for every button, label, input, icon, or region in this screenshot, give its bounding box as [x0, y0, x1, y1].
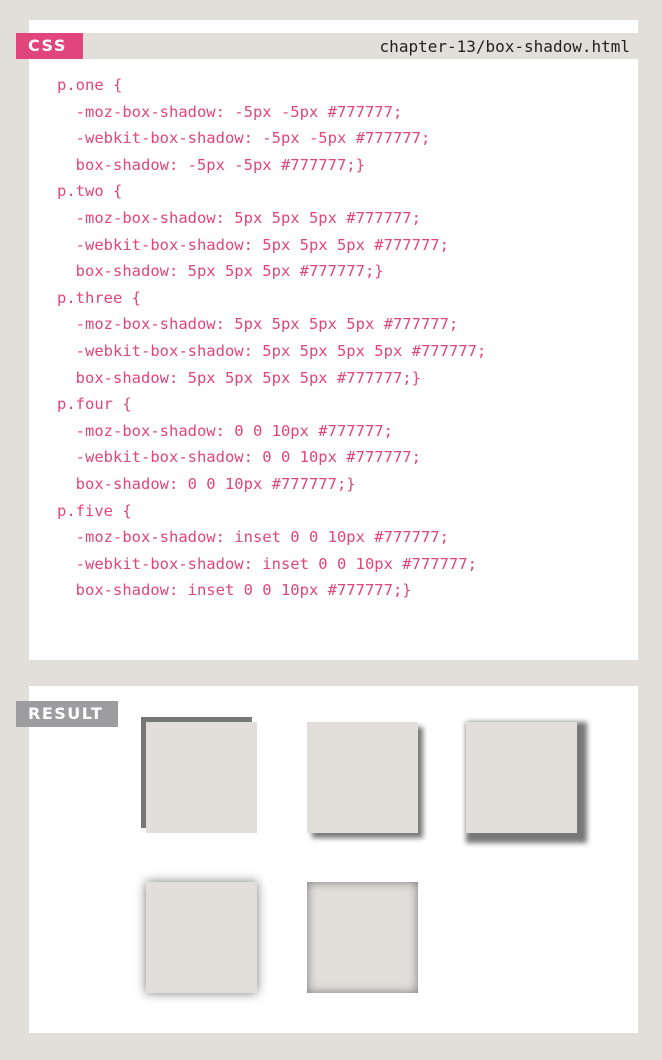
shadow-demo-two	[307, 722, 418, 833]
code-line: box-shadow: 5px 5px 5px 5px #777777;}	[57, 368, 421, 387]
shadow-demo-five	[307, 882, 418, 993]
code-line: p.three {	[57, 288, 141, 307]
code-line: -moz-box-shadow: -5px -5px #777777;	[57, 102, 403, 121]
code-line: box-shadow: -5px -5px #777777;}	[57, 155, 365, 174]
file-bar	[16, 33, 638, 59]
code-line: box-shadow: inset 0 0 10px #777777;}	[57, 581, 412, 600]
code-line: -moz-box-shadow: 5px 5px 5px #777777;	[57, 208, 421, 227]
result-tag: RESULT	[16, 701, 118, 727]
code-line: -webkit-box-shadow: 5px 5px 5px #777777;	[57, 235, 449, 254]
shadow-demo-one	[146, 722, 257, 833]
code-line: -webkit-box-shadow: 5px 5px 5px 5px #777777;	[57, 341, 487, 360]
code-listing	[57, 72, 486, 604]
file-name: chapter-13/box-shadow.html	[379, 37, 630, 56]
code-line: -webkit-box-shadow: 0 0 10px #777777;	[57, 448, 421, 467]
shadow-demo-three	[466, 722, 577, 833]
code-line: -webkit-box-shadow: inset 0 0 10px #777777;	[57, 554, 477, 573]
shadow-demo-four	[146, 882, 257, 993]
code-line: p.four {	[57, 395, 132, 414]
code-line: -moz-box-shadow: inset 0 0 10px #777777;	[57, 528, 449, 547]
css-tag: CSS	[16, 33, 83, 59]
code-line: p.two {	[57, 182, 123, 201]
code-line: -moz-box-shadow: 0 0 10px #777777;	[57, 421, 393, 440]
code-line: -moz-box-shadow: 5px 5px 5px 5px #777777;	[57, 315, 459, 334]
code-line: p.one {	[57, 76, 123, 94]
code-line: box-shadow: 5px 5px 5px #777777;}	[57, 262, 384, 281]
code-line: p.five {	[57, 501, 132, 520]
code-line: -webkit-box-shadow: -5px -5px #777777;	[57, 129, 431, 148]
code-line: box-shadow: 0 0 10px #777777;}	[57, 474, 356, 493]
